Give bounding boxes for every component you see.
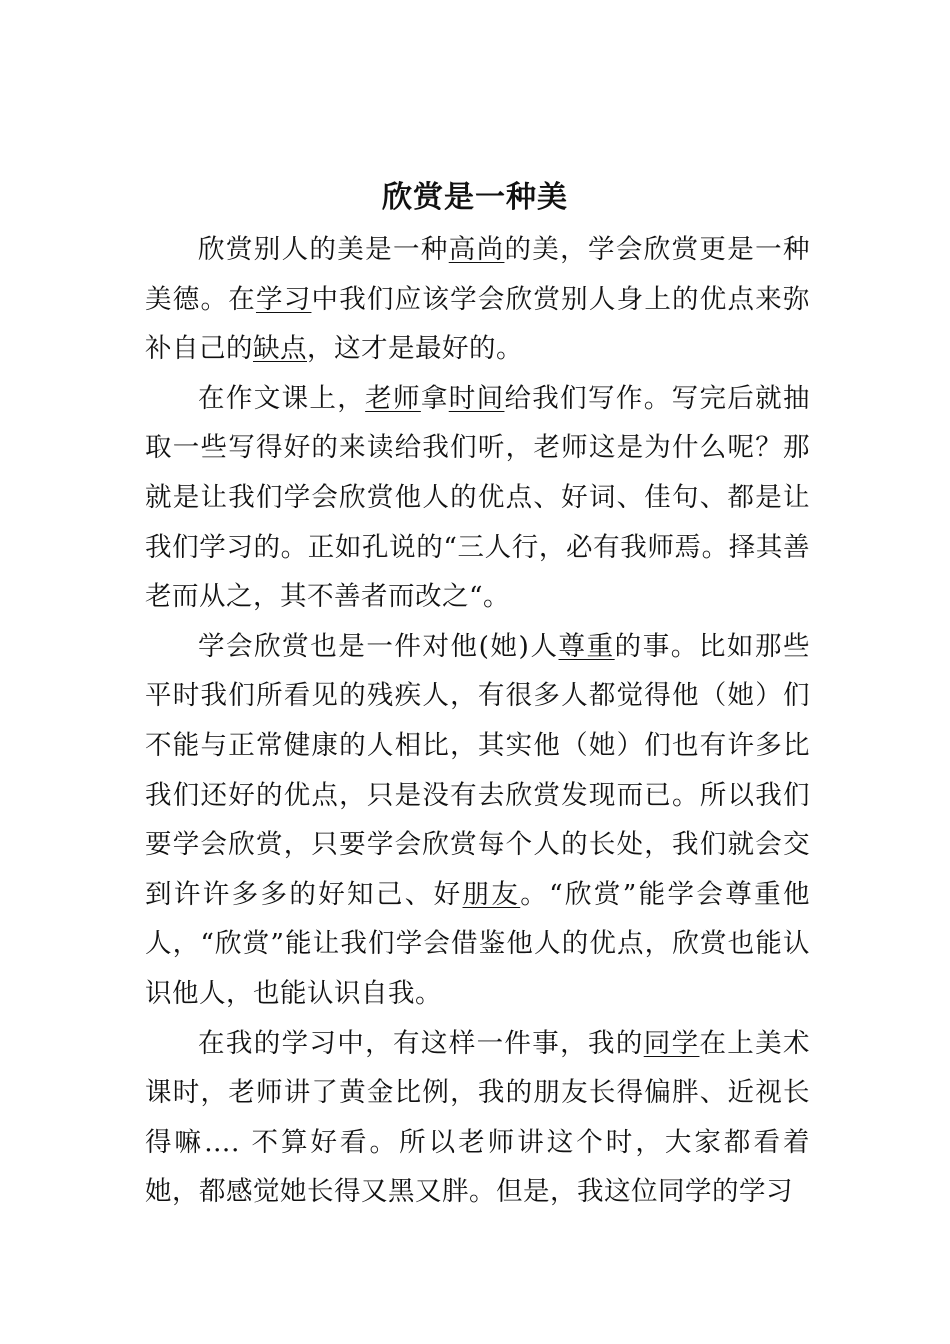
paragraph-3 bbox=[145, 622, 810, 1019]
text-segment: 。“欣赏”能学会尊重他人，“欣赏”能让我们学会借鉴他人的优点，欣赏也能认识他人，也能认识自我。 bbox=[145, 878, 810, 1009]
hyperlink[interactable]: 老师 bbox=[365, 382, 421, 414]
document-body bbox=[145, 225, 810, 1217]
text-segment: 中我们应该学会欣赏别人身上的优点来弥补自己的 bbox=[145, 283, 811, 365]
text-segment: 学会欣赏也是一件对他(她)人 bbox=[198, 630, 559, 662]
hyperlink[interactable]: 缺点 bbox=[253, 333, 307, 365]
paragraph-4 bbox=[145, 1019, 810, 1217]
hyperlink[interactable]: 高尚 bbox=[448, 234, 505, 265]
hyperlink[interactable]: 朋友 bbox=[462, 878, 521, 910]
text-segment: 的美，学会欣赏更是一种美德。在 bbox=[145, 234, 811, 315]
text-segment: ，这才是最好的。 bbox=[307, 333, 523, 365]
hyperlink[interactable]: 学习 bbox=[255, 283, 312, 315]
text-segment: 欣赏别人的美是一种 bbox=[198, 234, 449, 265]
page-title: 欣赏是一种美 bbox=[382, 180, 568, 215]
text-segment: 拿 bbox=[420, 382, 449, 414]
text-segment: 在我的学习中，有这样一件事，我的 bbox=[198, 1027, 644, 1059]
hyperlink[interactable]: 尊重 bbox=[558, 630, 615, 662]
paragraph-2 bbox=[145, 374, 810, 622]
text-segment: 在上美术课时，老师讲了黄金比例，我的朋友长得偏胖、近视长得嘛…. 不算好看。所以老师讲这个时，大家都看着她，都感觉她长得又黑又胖。但是，我这位同学的学习 bbox=[145, 1027, 811, 1208]
hyperlink[interactable]: 时间 bbox=[448, 382, 505, 414]
paragraph-1 bbox=[145, 225, 810, 374]
hyperlink[interactable]: 同学 bbox=[643, 1027, 700, 1059]
text-segment: 的事。比如那些平时我们所看见的残疾人，有很多人都觉得他（她）们不能与正常健康的人相比，其实他（她）们也有许多比我们还好的优点，只是没有去欣赏发现而已。所以我们要学会欣赏，只要学会欣赏每个人的长处，我们就会交到许许多多的好知己、好 bbox=[145, 630, 810, 910]
text-segment: 在作文课上， bbox=[198, 382, 366, 414]
text-segment: 给我们写作。写完后就抽取一些写得好的来读给我们听，老师这是为什么呢？那就是让我们学会欣赏他人的优点、好词、佳句、都是让我们学习的。正如孔说的“三人行，必有我师焉。择其善老而从之，其不善者而改之“。 bbox=[145, 382, 811, 613]
